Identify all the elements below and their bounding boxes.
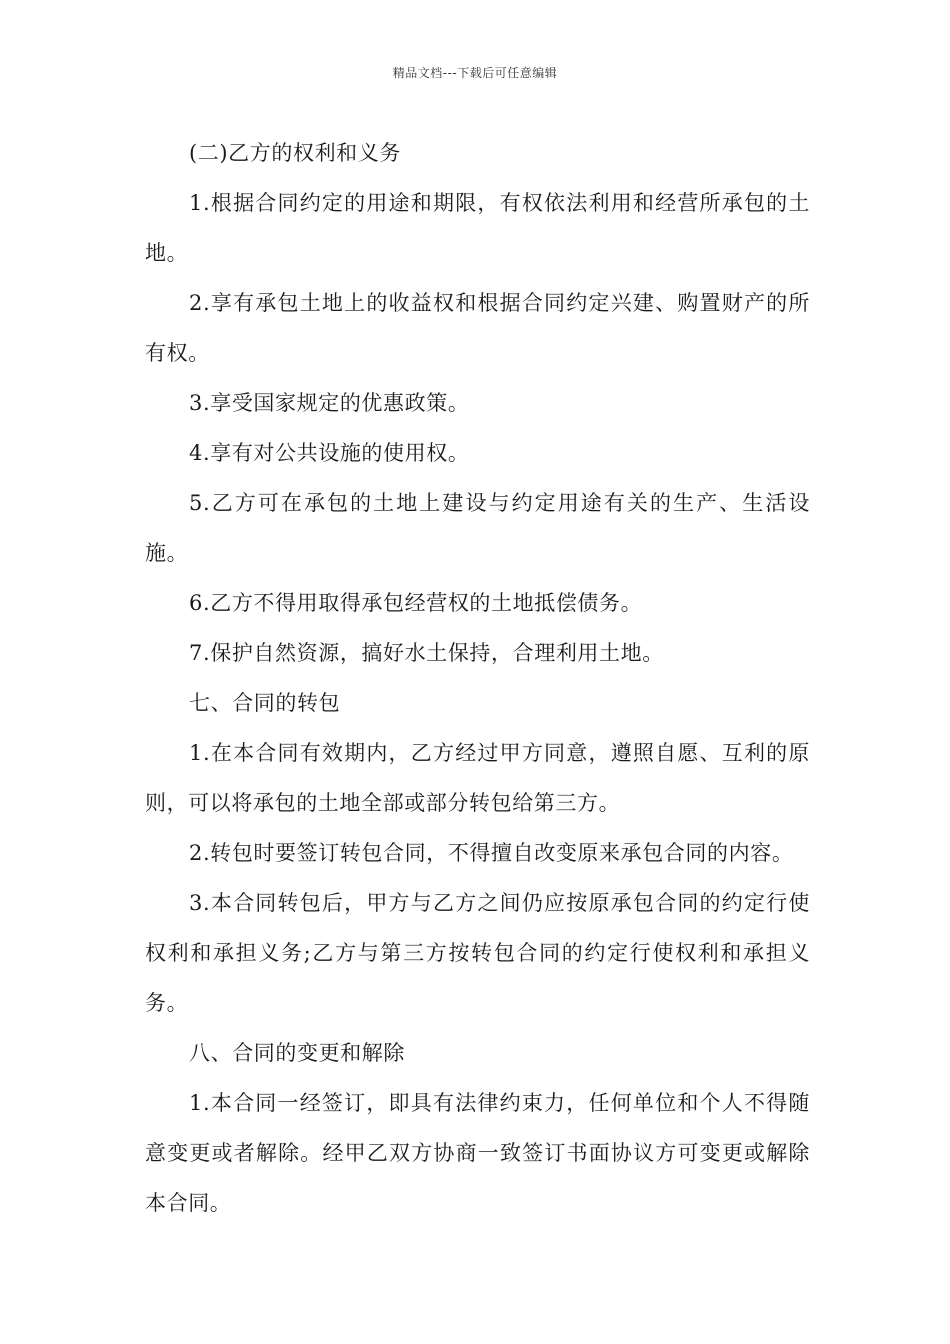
clause-paragraph: 6.乙方不得用取得承包经营权的土地抵偿债务。 xyxy=(189,591,643,615)
page-header: 精品文档---下载后可任意编辑 xyxy=(392,66,558,80)
section-heading-party-b-rights: (二)乙方的权利和义务 xyxy=(189,141,401,165)
clause-paragraph: 1.根据合同约定的用途和期限，有权依法利用和经营所承包的土地。 xyxy=(145,191,810,265)
clause-paragraph: 7.保护自然资源，搞好水土保持，合理利用土地。 xyxy=(189,641,664,665)
clause-paragraph: 4.享有对公共设施的使用权。 xyxy=(189,441,470,465)
clause-paragraph: 2.享有承包土地上的收益权和根据合同约定兴建、购置财产的所有权。 xyxy=(145,291,810,365)
clause-paragraph: 1.在本合同有效期内，乙方经过甲方同意，遵照自愿、互利的原则，可以将承包的土地全部或部分转包给第三方。 xyxy=(145,741,810,815)
clause-paragraph: 3.享受国家规定的优惠政策。 xyxy=(189,391,470,415)
clause-paragraph: 5.乙方可在承包的土地上建设与约定用途有关的生产、生活设施。 xyxy=(145,491,810,565)
clause-paragraph: 3.本合同转包后，甲方与乙方之间仍应按原承包合同的约定行使权利和承担义务;乙方与第三方按转包合同的约定行使权利和承担义务。 xyxy=(145,891,810,1015)
section-heading-subcontract: 七、合同的转包 xyxy=(189,691,341,715)
document-body xyxy=(145,128,810,1228)
section-heading-change-termination: 八、合同的变更和解除 xyxy=(189,1041,405,1065)
clause-paragraph: 1.本合同一经签订，即具有法律约束力，任何单位和个人不得随意变更或者解除。经甲乙双方协商一致签订书面协议方可变更或解除本合同。 xyxy=(145,1091,810,1215)
clause-paragraph: 2.转包时要签订转包合同，不得擅自改变原来承包合同的内容。 xyxy=(189,841,794,865)
